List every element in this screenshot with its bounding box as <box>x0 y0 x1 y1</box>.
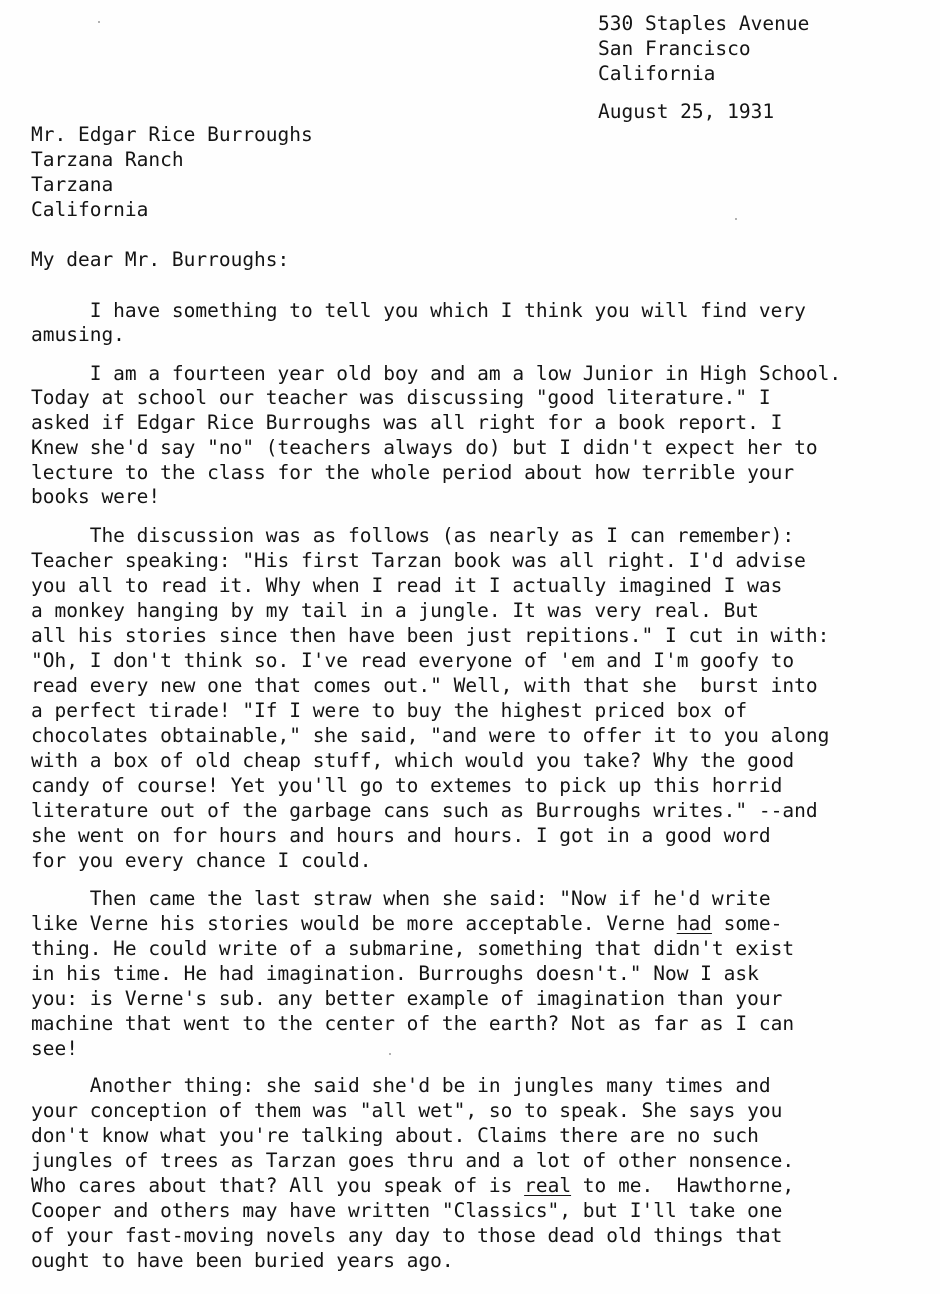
paragraph-line <box>31 912 782 937</box>
scan-speck <box>735 218 737 220</box>
paragraph-line: read every new one that comes out." Well, with that she burst into <box>31 674 818 697</box>
paragraph-line: Cooper and others may have written "Classics", but I'll take one <box>31 1199 783 1222</box>
text-run: some- <box>711 912 783 935</box>
paragraph-line: "Oh, I don't think so. I've read everyone of 'em and I'm goofy to <box>31 649 795 672</box>
paragraph-line: candy of course! Yet you'll go to extemes to pick up this horrid <box>31 774 783 797</box>
letter-date: August 25, 1931 <box>598 100 775 123</box>
sender-city: San Francisco <box>598 37 751 60</box>
paragraph-line: you all to read it. Why when I read it I actually imagined I was <box>31 574 783 597</box>
paragraph-line: jungles of trees as Tarzan goes thru and a lot of other nonsence. <box>31 1149 795 1172</box>
text-run: like Verne his stories would be more acceptable. Verne <box>31 912 677 935</box>
paragraph-line: of your fast-moving novels any day to those dead old things that <box>31 1224 783 1247</box>
salutation: My dear Mr. Burroughs: <box>31 248 290 271</box>
underlined-word: had <box>676 912 712 935</box>
recipient-town: Tarzana <box>31 173 114 196</box>
text-run: to me. Hawthorne, <box>571 1174 795 1197</box>
paragraph-line: in his time. He had imagination. Burroughs doesn't." Now I ask <box>31 962 759 985</box>
paragraph-line: a perfect tirade! "If I were to buy the highest priced box of <box>31 699 748 722</box>
underlined-word: real <box>524 1174 572 1197</box>
paragraph-line: thing. He could write of a submarine, something that didn't exist <box>31 937 795 960</box>
paragraph-line: lecture to the class for the whole period about how terrible your <box>31 461 795 484</box>
paragraph-line: ought to have been buried years ago. <box>31 1249 454 1272</box>
paragraph-line: Teacher speaking: "His first Tarzan book was all right. I'd advise <box>31 549 806 572</box>
paragraph-line <box>31 1174 794 1199</box>
paragraph-line: Today at school our teacher was discussing "good literature." I <box>31 386 771 409</box>
recipient-name: Mr. Edgar Rice Burroughs <box>31 123 313 146</box>
paragraph-line: your conception of them was "all wet", so to speak. She says you <box>31 1099 783 1122</box>
paragraph-line: I have something to tell you which I think you will find very <box>31 299 806 322</box>
recipient-state: California <box>31 198 149 221</box>
paragraph-line: amusing. <box>31 323 125 346</box>
paragraph-line: literature out of the garbage cans such as Burroughs writes." --and <box>31 799 818 822</box>
paragraph-line: for you every chance I could. <box>31 849 372 872</box>
paragraph-line: Another thing: she said she'd be in jungles many times and <box>31 1074 771 1097</box>
paragraph-line: books were! <box>31 485 161 508</box>
scan-speck <box>389 1053 391 1055</box>
paragraph-line: Then came the last straw when she said: "Now if he'd write <box>31 887 771 910</box>
paragraph-line: I am a fourteen year old boy and am a low Junior in High School. <box>31 362 842 385</box>
text-run: Who cares about that? All you speak of is <box>31 1174 525 1197</box>
paragraph-line: she went on for hours and hours and hours. I got in a good word <box>31 824 771 847</box>
paragraph-line: asked if Edgar Rice Burroughs was all right for a book report. I <box>31 411 783 434</box>
paragraph-line: all his stories since then have been just repitions." I cut in with: <box>31 624 830 647</box>
sender-street: 530 Staples Avenue <box>598 12 810 35</box>
recipient-ranch: Tarzana Ranch <box>31 148 184 171</box>
sender-state: California <box>598 62 716 85</box>
paragraph-line: you: is Verne's sub. any better example of imagination than your <box>31 987 783 1010</box>
scan-speck <box>98 21 100 23</box>
paragraph-line: don't know what you're talking about. Claims there are no such <box>31 1124 759 1147</box>
paragraph-line: see! <box>31 1037 78 1060</box>
paragraph-line: The discussion was as follows (as nearly as I can remember): <box>31 524 795 547</box>
paragraph-line: with a box of old cheap stuff, which would you take? Why the good <box>31 749 795 772</box>
paragraph-line: machine that went to the center of the earth? Not as far as I can <box>31 1012 795 1035</box>
paragraph-line: Knew she'd say "no" (teachers always do) but I didn't expect her to <box>31 436 818 459</box>
paragraph-line: a monkey hanging by my tail in a jungle. It was very real. But <box>31 599 759 622</box>
paragraph-line: chocolates obtainable," she said, "and were to offer it to you along <box>31 724 830 747</box>
